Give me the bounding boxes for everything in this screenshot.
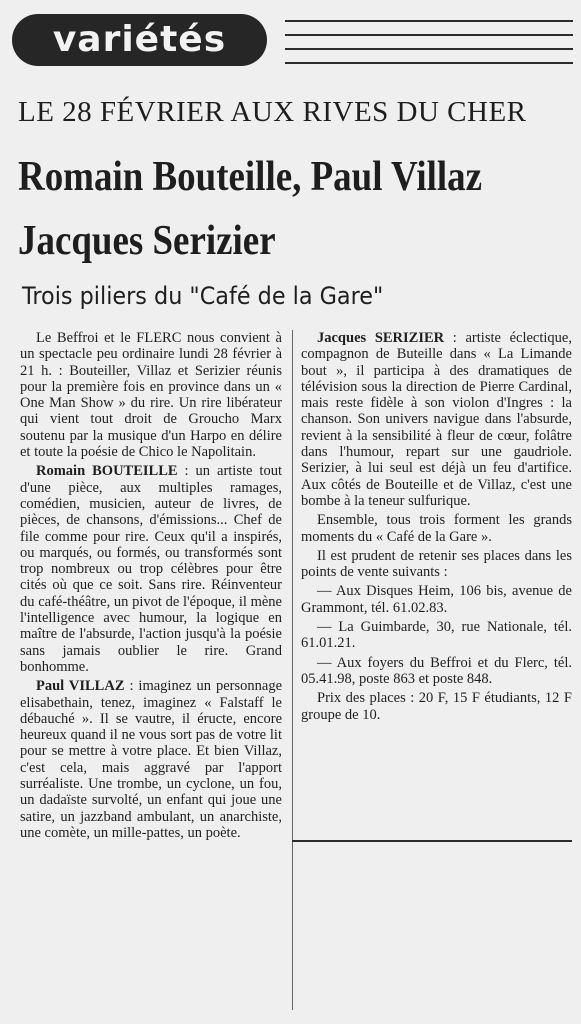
column-divider bbox=[292, 330, 293, 1010]
article-end-rule bbox=[292, 840, 572, 842]
header-rule bbox=[285, 48, 573, 50]
paragraph bbox=[301, 330, 572, 509]
performer-name: Jacques SERIZIER bbox=[317, 330, 445, 346]
header-rule bbox=[285, 62, 573, 64]
paragraph-text: : artiste éclectique, compagnon de Buteille dans « La Limande bout », il participa à des dramatiques de télévision sous la direction de Pierre Cardinal, mais reste fidèle à son violon d'Ingres : la chanson. Son univers navigue dans l'absurde, revient à la sensibilité à fleur de cœur, folâtre dans l'humour, repart sur une gaudriole. Serizier, à lui seul est déjà un feu d'artifice. Aux côtés de Bouteille et de Villaz, c'est une bombe à la teneur sulfurique. bbox=[301, 330, 572, 509]
article-subhead: Trois piliers du "Café de la Gare" bbox=[22, 282, 384, 310]
ticket-prices: Prix des places : 20 F, 15 F étudiants, 12 F groupe de 10. bbox=[301, 690, 572, 723]
ticket-outlet: — Aux foyers du Beffroi et du Flerc, tél. 05.41.98, poste 863 et poste 848. bbox=[301, 654, 572, 687]
header-rule bbox=[285, 34, 573, 36]
paragraph: Ensemble, tous trois forment les grands moments du « Café de la Gare ». bbox=[301, 512, 572, 545]
paragraph bbox=[20, 463, 282, 675]
header-rule bbox=[285, 20, 573, 22]
right-column bbox=[301, 330, 572, 726]
paragraph bbox=[20, 678, 282, 841]
ticket-outlet: — La Guimbarde, 30, rue Nationale, tél. 61.01.21. bbox=[301, 619, 572, 652]
paragraph-text: : un artiste tout d'une pièce, aux multiples ramages, comédien, musicien, auteur de livres, de pièces, de chansons, d'émissions... Chef de file comme pour rire. Ceux qu'il a inspirés, ou marqués, ou formés, ou transformés sont trop nombreux ou trop célèbres pour être cités où que ce soit. Sans rire. Réinventeur du café-théâtre, un pivot de l'époque, il mène l'intelligence avec humour, la logique en maître de l'absurde, l'action jusqu'à la poésie sans jamais oublier le rire. Grand bonhomme. bbox=[20, 463, 282, 675]
left-column bbox=[20, 330, 282, 844]
ticket-outlet: — Aux Disques Heim, 106 bis, avenue de Grammont, tél. 61.02.83. bbox=[301, 583, 572, 616]
section-rubric: variétés bbox=[12, 14, 267, 66]
article-kicker: LE 28 FÉVRIER AUX RIVES DU CHER bbox=[18, 96, 527, 128]
performer-name: Romain BOUTEILLE bbox=[36, 463, 178, 480]
performer-name: Paul VILLAZ bbox=[36, 678, 125, 695]
paragraph: Le Beffroi et le FLERC nous convient à un spectacle peu ordinaire lundi 28 février à 21 h. : Bouteiller, Villaz et Serizier réunis pour la première fois en province dans un « One Man Show » du rire. Un rire libérateur qui vient tout droit de Groucho Marx soutenu par la musique d'un Harpo en délire et toute la poésie de Chico le Napolitain. bbox=[20, 330, 282, 461]
paragraph: Il est prudent de retenir ses places dans les points de vente suivants : bbox=[301, 547, 572, 581]
article-headline: Romain Bouteille, Paul Villaz bbox=[18, 154, 483, 200]
paragraph-text: : imaginez un personnage elisabethain, tenez, imaginez « Falstaff le débauché ». Il se vautre, il éructe, encore heureux quand il ne vous sort pas de votre lit pour se mettre à votre place. Et bien Villaz, c'est cela, mais aggravé par l'apport surréaliste. Une trombe, un cyclone, un fou, un dadaïste survolté, un enfant qui joue une satire, un jazzband ambulant, un anarchiste, une comète, un mille-pattes, un poète. bbox=[20, 678, 283, 841]
article-headline: Jacques Serizier bbox=[18, 218, 276, 264]
